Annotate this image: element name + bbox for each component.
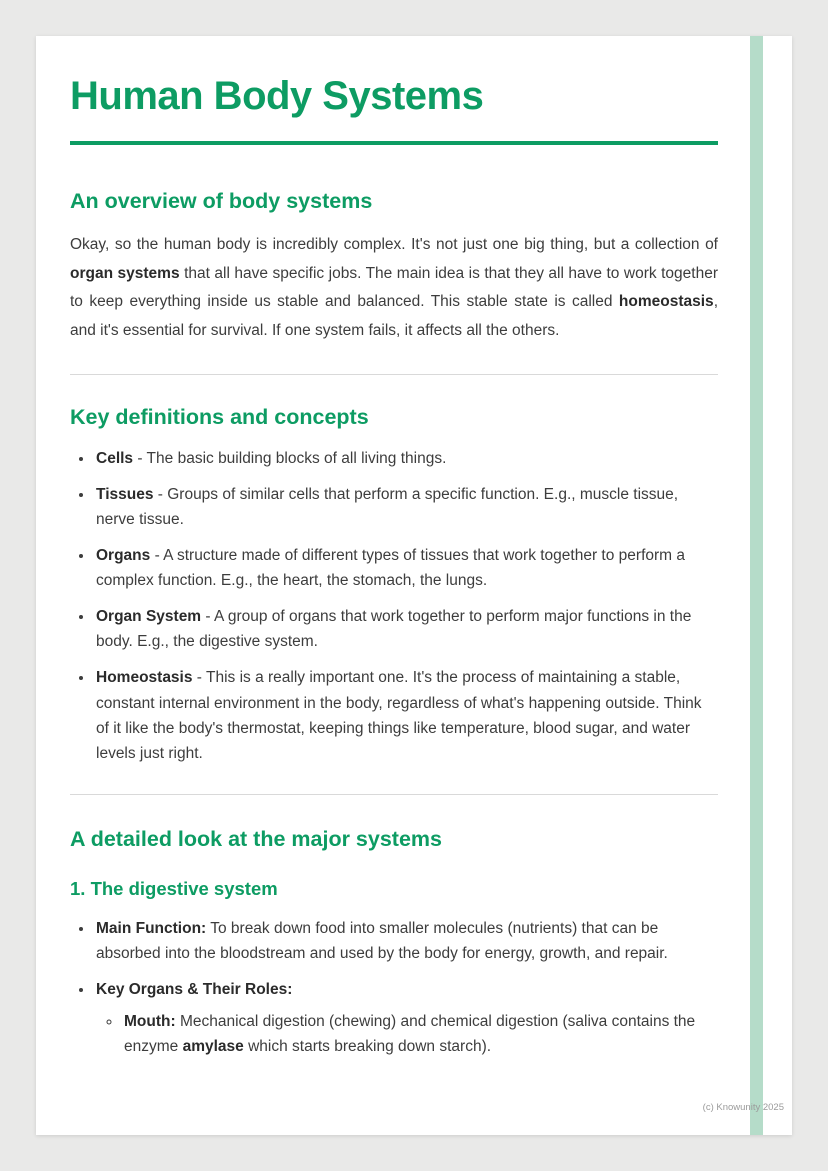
list-item: [94, 665, 718, 765]
digestive-list: [70, 916, 718, 1060]
definition-text: - This is a really important one. It's the process of maintaining a stable, constant internal environment in the body, regardless of what's happening outside. Think of it like the body's thermostat, keeping things like temperature, blood sugar, and water levels just right.: [96, 669, 702, 762]
overview-text: that all have specific jobs. The main idea is that they all have to work together to keep everything inside us stable and balanced. This stable state is called: [70, 264, 718, 311]
list-item: [94, 916, 718, 966]
list-item: [94, 446, 718, 471]
list-item: [94, 482, 718, 532]
right-accent-bar: [750, 36, 763, 1135]
term-organ-systems: organ systems: [70, 264, 180, 282]
overview-text: , and it's essential for survival. If one system fails, it affects all the others.: [70, 293, 718, 340]
definition-text: - A group of organs that work together to perform major functions in the body. E.g., the digestive system.: [96, 608, 692, 651]
section-divider: [70, 794, 718, 795]
definition-term: Organs: [96, 547, 151, 565]
title-underline: [70, 141, 718, 145]
section-divider: [70, 374, 718, 375]
definition-term: Cells: [96, 449, 134, 467]
bullet-term: Key Organs & Their Roles:: [96, 981, 293, 999]
bullet-term: Main Function:: [96, 919, 207, 937]
section-heading-definitions: Key definitions and concepts: [70, 404, 369, 429]
copyright-watermark: (c) Knowunity 2025: [702, 1102, 784, 1113]
subsection-heading-digestive: 1. The digestive system: [70, 877, 278, 899]
definition-text: - A structure made of different types of tissues that work together to perform a complex function. E.g., the heart, the stomach, the lungs.: [96, 547, 685, 590]
list-item: [94, 543, 718, 593]
definition-term: Organ System: [96, 608, 202, 626]
definition-text: - The basic building blocks of all living things.: [133, 449, 447, 467]
overview-text: Okay, so the human body is incredibly complex. It's not just one big thing, but a collection of: [70, 236, 718, 253]
list-item: [94, 977, 718, 1059]
overview-paragraph: [70, 231, 718, 346]
term-amylase: amylase: [182, 1038, 244, 1056]
definition-term: Tissues: [96, 485, 154, 503]
term-homeostasis: homeostasis: [618, 293, 714, 311]
organ-term: Mouth:: [124, 1013, 176, 1031]
definitions-list: [70, 446, 718, 766]
section-heading-major-systems: A detailed look at the major systems: [70, 826, 442, 851]
list-item: [122, 1009, 718, 1059]
section-heading-overview: An overview of body systems: [70, 189, 373, 213]
document-page: [36, 36, 792, 1135]
definition-text: - Groups of similar cells that perform a specific function. E.g., muscle tissue, nerve tissue.: [96, 485, 679, 528]
organ-text: Mechanical digestion (chewing) and chemical digestion (saliva contains the enzyme: [124, 1013, 696, 1056]
bullet-text: To break down food into smaller molecules (nutrients) that can be absorbed into the bloodstream and used by the body for energy, growth, and repair.: [96, 919, 668, 962]
organ-text: which starts breaking down starch).: [243, 1038, 492, 1056]
definition-term: Homeostasis: [96, 669, 193, 687]
page-title: Human Body Systems: [70, 74, 484, 118]
list-item: [94, 604, 718, 654]
organs-sub-list: [96, 1009, 718, 1059]
